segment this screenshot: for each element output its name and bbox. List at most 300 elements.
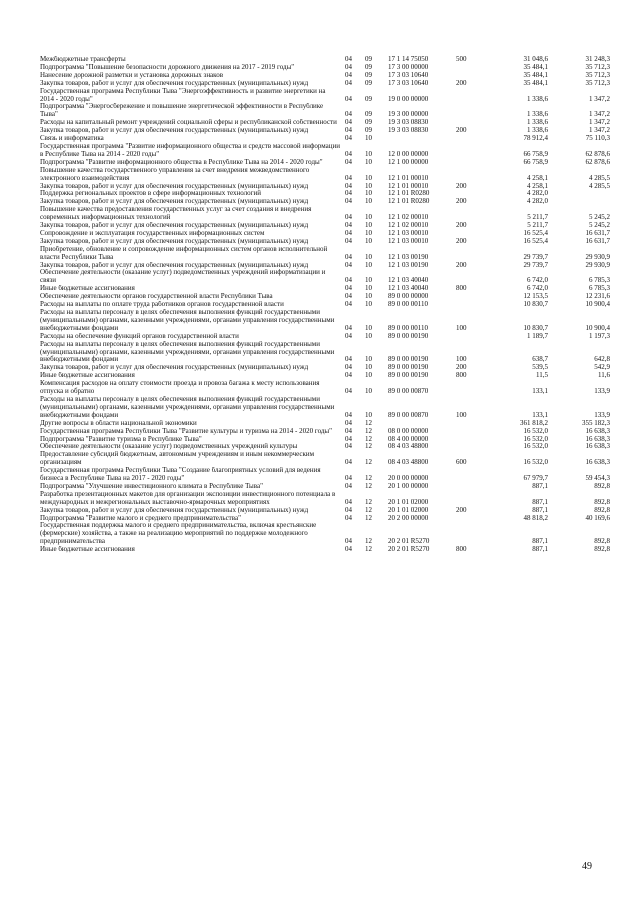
row-amount-year1: 6 742,0 <box>527 285 548 293</box>
row-name: Закупка товаров, работ и услуг для обеспечения государственных (муниципальных) нужд <box>40 237 309 245</box>
table-row <box>40 56 610 64</box>
row-target-article: 19 3 03 08830 <box>388 127 429 135</box>
row-section: 04 <box>345 537 352 546</box>
row-target-article: 12 1 02 00010 <box>388 222 429 230</box>
row-name: Закупка товаров, работ и услуг для обеспечения государственных (муниципальных) нужд <box>40 79 309 87</box>
row-expense-type <box>456 159 490 167</box>
row-section: 04 <box>345 427 352 435</box>
row-expense-type <box>456 436 490 444</box>
row-amount-year2: 5 245,2 <box>589 213 610 222</box>
row-amount-year1: 6 742,0 <box>527 276 548 285</box>
row-amount-year2: 1 347,2 <box>589 119 610 127</box>
row-amount-year2 <box>548 190 610 198</box>
row-target-article: 17 3 03 10640 <box>388 71 429 79</box>
table-row <box>40 436 610 444</box>
row-target-article: 12 1 03 40040 <box>388 285 429 293</box>
row-section: 04 <box>345 229 352 237</box>
row-amount-year1: 35 484,1 <box>523 71 548 79</box>
row-expense-type: 200 <box>456 127 467 135</box>
row-subsection: 10 <box>365 261 372 269</box>
row-name: Закупка товаров, работ и услуг для обеспечения государственных (муниципальных) нужд <box>40 506 309 514</box>
row-section: 04 <box>345 149 352 158</box>
row-section: 04 <box>345 458 352 467</box>
row-target-article: 89 0 00 00870 <box>388 387 429 396</box>
row-amount-year2: 10 900,4 <box>585 323 610 332</box>
row-subsection: 09 <box>365 110 372 119</box>
table-row <box>40 443 610 451</box>
table-row <box>40 88 610 104</box>
table-row <box>40 467 610 483</box>
table-row <box>40 159 610 167</box>
row-name: Закупка товаров, работ и услуг для обеспечения государственных (муниципальных) нужд <box>40 198 309 206</box>
row-section: 04 <box>345 127 352 135</box>
row-section: 04 <box>345 546 352 554</box>
row-target-article: 12 1 03 00190 <box>388 261 429 269</box>
table-row <box>40 262 610 270</box>
row-name: Расходы на капитальный ремонт учреждений социальной сферы и республиканской собственности <box>40 119 337 127</box>
table-row <box>40 546 610 554</box>
row-amount-year1: 10 830,7 <box>523 301 548 309</box>
row-name: Государственная программа Республики Тыва "Энергоэффективность и развитие энергетики на 2014 - 2020 годы" <box>40 87 326 103</box>
table-row <box>40 103 610 119</box>
row-target-article: 20 2 00 00000 <box>388 514 429 522</box>
row-subsection: 10 <box>365 301 372 309</box>
row-subsection: 12 <box>365 514 372 522</box>
row-target-article: 17 1 14 75050 <box>388 56 429 63</box>
row-amount-year2: 40 169,6 <box>585 514 610 522</box>
row-amount-year2: 1 347,2 <box>589 127 610 135</box>
row-target-article: 12 1 01 R0280 <box>388 198 430 206</box>
row-section: 04 <box>345 173 352 182</box>
row-amount-year1: 11,5 <box>536 372 548 380</box>
row-amount-year1: 1 338,6 <box>527 127 548 135</box>
row-section: 04 <box>345 182 352 190</box>
row-name: Иные бюджетные ассигнования <box>40 546 135 554</box>
row-amount-year1: 29 739,7 <box>523 261 548 269</box>
table-row <box>40 119 610 127</box>
row-name: Государственная поддержка малого и среднего предпринимательства, включая крестьянские (фермерские) хозяйства, а также на реализацию мероприятий по поддержке молодежного предпринимательства <box>40 522 317 546</box>
table-row <box>40 167 610 183</box>
row-expense-type <box>456 64 490 72</box>
row-name: Подпрограмма "Энергосбережение и повышение энергетической эффективности в Республике Тыва" <box>40 103 324 119</box>
table-row <box>40 127 610 135</box>
row-target-article: 89 0 00 00110 <box>388 323 428 332</box>
row-target-article: 12 1 01 R0280 <box>388 190 430 198</box>
row-section: 04 <box>345 119 352 127</box>
row-subsection: 10 <box>365 149 372 158</box>
row-amount-year1: 887,1 <box>532 546 548 554</box>
row-section: 04 <box>345 301 352 309</box>
row-target-article: 12 1 01 00010 <box>388 173 429 182</box>
page-number: 49 <box>582 861 592 872</box>
row-amount-year2: 31 248,3 <box>585 56 610 63</box>
row-amount-year2: 16 631,7 <box>585 229 610 237</box>
row-section: 04 <box>345 94 352 103</box>
row-expense-type <box>456 190 490 198</box>
row-section: 04 <box>345 293 352 301</box>
row-name: Поддержка региональных проектов в сфере информационных технологий <box>40 190 262 198</box>
row-name: Подпрограмма "Повышение безопасности дорожного движения на 2017 - 2019 годы" <box>40 63 295 71</box>
row-name: Межбюджетные трансферты <box>40 56 126 63</box>
row-expense-type <box>456 301 490 309</box>
row-amount-year2: 355 182,3 <box>582 419 610 427</box>
table-row <box>40 72 610 80</box>
row-name: Иные бюджетные ассигнования <box>40 372 135 380</box>
row-amount-year1: 4 258,1 <box>527 173 548 182</box>
row-subsection: 10 <box>365 410 372 419</box>
row-target-article: 89 0 00 00000 <box>388 293 429 301</box>
row-amount-year1: 887,1 <box>532 497 548 506</box>
row-subsection: 12 <box>365 537 372 546</box>
row-amount-year2: 62 878,6 <box>585 149 610 158</box>
row-amount-year1: 29 739,7 <box>523 252 548 261</box>
table-row <box>40 396 610 420</box>
row-target-article: 12 1 02 00010 <box>388 213 429 222</box>
row-subsection: 10 <box>365 229 372 237</box>
row-name: Закупка товаров, работ и услуг для обеспечения государственных (муниципальных) нужд <box>40 222 309 230</box>
row-section: 04 <box>345 252 352 261</box>
row-name: Закупка товаров, работ и услуг для обеспечения государственных (муниципальных) нужд <box>40 261 309 269</box>
table-row <box>40 372 610 380</box>
table-row <box>40 64 610 72</box>
row-name: Приобретение, обновление и сопровождение информационных систем органов исполнительной власти Республики Тыва <box>40 245 328 261</box>
row-subsection: 10 <box>365 252 372 261</box>
row-target-article: 12 1 03 00010 <box>388 237 429 245</box>
row-amount-year2: 542,9 <box>594 364 610 372</box>
row-expense-type <box>456 428 490 436</box>
row-amount-year2: 12 231,6 <box>585 293 610 301</box>
row-amount-year1: 35 484,1 <box>523 63 548 71</box>
row-expense-type: 200 <box>456 198 467 206</box>
row-amount-year1: 1 338,6 <box>527 110 548 119</box>
table-row <box>40 380 610 396</box>
row-target-article: 19 3 03 08830 <box>388 119 429 127</box>
table-row <box>40 301 610 309</box>
row-expense-type: 200 <box>456 261 467 269</box>
row-subsection: 09 <box>365 79 372 87</box>
row-expense-type: 800 <box>456 372 467 380</box>
row-name: Расходы на выплаты персоналу в целях обеспечения выполнения функций государственными (муниципальными) органами, казенными учреждениями, органами управления государственными внебюджетными фондами <box>40 309 335 332</box>
row-amount-year2: 16 631,7 <box>585 237 610 245</box>
row-amount-year1: 16 525,4 <box>523 237 548 245</box>
row-expense-type: 100 <box>456 323 467 332</box>
row-expense-type: 800 <box>456 285 467 293</box>
row-subsection: 10 <box>365 276 372 285</box>
row-expense-type <box>456 483 490 491</box>
row-target-article: 89 0 00 00870 <box>388 410 429 419</box>
budget-table <box>40 56 610 554</box>
row-amount-year1: 48 818,2 <box>523 514 548 522</box>
row-name: Обеспечение деятельности (оказание услуг) подведомственных учреждений культуры <box>40 443 298 451</box>
row-subsection: 10 <box>365 198 372 206</box>
row-amount-year1: 16 532,0 <box>523 435 548 443</box>
row-name: Разработка презентационных макетов для организации экспозиции инвестиционного потенциала в международных и межрегиональных выставочно-ярмарочных мероприятиях <box>40 490 336 506</box>
row-amount-year1: 4 282,0 <box>527 190 548 198</box>
row-amount-year2: 1 197,3 <box>589 332 610 340</box>
row-name: Государственная программа "Развитие информационного общества и средств массовой информации в Республике Тыва на 2014 - 2020 годы" <box>40 142 340 158</box>
row-target-article: 12 1 01 00010 <box>388 182 429 190</box>
row-name: Повышение качества государственного управления за счет внедрения межведомственного электронного взаимодействия <box>40 166 310 182</box>
table-row <box>40 309 610 333</box>
row-section: 04 <box>345 332 352 340</box>
row-target-article: 19 0 00 00000 <box>388 94 429 103</box>
table-row <box>40 198 610 206</box>
row-target-article: 08 4 03 48800 <box>388 443 429 451</box>
row-amount-year1: 16 532,0 <box>523 443 548 451</box>
row-target-article: 12 1 03 00190 <box>388 252 429 261</box>
row-amount-year1: 12 153,5 <box>523 293 548 301</box>
row-subsection: 10 <box>365 237 372 245</box>
row-amount-year2: 892,8 <box>594 506 610 514</box>
row-expense-type: 200 <box>456 182 467 190</box>
row-subsection: 12 <box>365 458 372 467</box>
row-name: Связь и информатика <box>40 135 104 143</box>
row-expense-type: 200 <box>456 237 467 245</box>
row-section: 04 <box>345 158 352 166</box>
table-row <box>40 238 610 246</box>
row-name: Обеспечение деятельности (оказание услуг) подведомственных учреждений информатизации и связи <box>40 269 326 285</box>
row-amount-year1: 1 338,6 <box>527 119 548 127</box>
row-section: 04 <box>345 506 352 514</box>
row-expense-type: 500 <box>456 56 467 63</box>
row-expense-type: 200 <box>456 222 467 230</box>
row-amount-year2: 6 785,3 <box>589 276 610 285</box>
row-expense-type <box>456 515 490 523</box>
table-row <box>40 222 610 230</box>
row-section: 04 <box>345 237 352 245</box>
row-subsection: 10 <box>365 135 372 143</box>
row-amount-year1: 361 818,2 <box>520 419 548 427</box>
table-row <box>40 206 610 222</box>
row-section: 04 <box>345 110 352 119</box>
row-amount-year2: 642,8 <box>594 355 610 364</box>
row-subsection: 09 <box>365 119 372 127</box>
row-amount-year2: 4 285,5 <box>589 173 610 182</box>
row-subsection: 09 <box>365 63 372 71</box>
row-amount-year1: 10 830,7 <box>523 323 548 332</box>
row-section: 04 <box>345 276 352 285</box>
row-amount-year2: 59 454,3 <box>585 474 610 483</box>
row-amount-year1: 133,1 <box>532 387 548 396</box>
row-name: Обеспечение деятельности органов государственной власти Республики Тыва <box>40 293 273 301</box>
row-amount-year1: 5 211,7 <box>527 222 548 230</box>
row-amount-year2: 16 638,3 <box>585 435 610 443</box>
row-subsection: 10 <box>365 364 372 372</box>
row-subsection: 12 <box>365 497 372 506</box>
table-row <box>40 428 610 436</box>
row-name: Иные бюджетные ассигнования <box>40 285 135 293</box>
row-subsection: 09 <box>365 94 372 103</box>
row-subsection: 10 <box>365 173 372 182</box>
row-amount-year1: 78 912,4 <box>523 135 548 143</box>
row-section: 04 <box>345 285 352 293</box>
row-name: Подпрограмма "Улучшение инвестиционного климата в Республике Тыва" <box>40 482 263 490</box>
row-expense-type: 100 <box>456 410 467 419</box>
row-section: 04 <box>345 474 352 483</box>
row-amount-year2: 29 930,9 <box>585 261 610 269</box>
table-row <box>40 190 610 198</box>
row-section: 04 <box>345 56 352 63</box>
row-subsection: 10 <box>365 332 372 340</box>
row-amount-year2: 892,8 <box>594 497 610 506</box>
row-amount-year1: 31 048,6 <box>523 56 548 63</box>
row-subsection: 10 <box>365 372 372 380</box>
row-section: 04 <box>345 419 352 427</box>
row-amount-year1: 4 282,0 <box>527 198 548 206</box>
row-amount-year2: 35 712,3 <box>585 63 610 71</box>
table-row <box>40 364 610 372</box>
table-row <box>40 269 610 285</box>
row-section: 04 <box>345 482 352 490</box>
row-section: 04 <box>345 198 352 206</box>
row-amount-year1: 16 532,0 <box>523 458 548 467</box>
table-row <box>40 230 610 238</box>
row-amount-year2: 133,9 <box>594 410 610 419</box>
table-row <box>40 451 610 467</box>
row-expense-type: 200 <box>456 79 467 87</box>
table-row <box>40 293 610 301</box>
budget-rows <box>40 56 610 554</box>
row-name: Государственная программа Республики Тыва "Создание благоприятных условий для ведения бизнеса в Республике Тыва на 2017 - 2020 годы" <box>40 467 321 483</box>
row-expense-type: 800 <box>456 546 467 554</box>
row-subsection: 09 <box>365 56 372 63</box>
row-subsection: 09 <box>365 71 372 79</box>
row-amount-year2: 35 712,3 <box>585 71 610 79</box>
row-name: Подпрограмма "Развитие информационного общества в Республике Тыва на 2014 - 2020 годы" <box>40 158 323 166</box>
row-subsection: 12 <box>365 546 372 554</box>
row-target-article: 20 2 01 R5270 <box>388 546 430 554</box>
row-subsection: 10 <box>365 285 372 293</box>
row-name: Расходы на выплаты по оплате труда работников органов государственной власти <box>40 301 284 309</box>
row-subsection: 10 <box>365 213 372 222</box>
table-row <box>40 491 610 507</box>
row-amount-year1: 1 189,7 <box>527 332 548 340</box>
row-name: Подпрограмма "Развитие туризма в Республике Тыва" <box>40 435 202 443</box>
row-target-article: 89 0 00 00190 <box>388 355 429 364</box>
row-subsection: 12 <box>365 427 372 435</box>
row-amount-year1: 66 758,9 <box>523 149 548 158</box>
row-name: Нанесение дорожной разметки и установка дорожных знаков <box>40 71 224 79</box>
row-section: 04 <box>345 435 352 443</box>
row-target-article: 20 1 01 02000 <box>388 506 429 514</box>
row-subsection: 12 <box>365 474 372 483</box>
table-row <box>40 341 610 365</box>
row-expense-type: 200 <box>456 506 467 514</box>
table-row <box>40 285 610 293</box>
row-amount-year1: 66 758,9 <box>523 158 548 166</box>
table-row <box>40 522 610 546</box>
row-target-article: 08 4 03 48800 <box>388 458 429 467</box>
row-expense-type <box>456 269 490 285</box>
row-amount-year1: 638,7 <box>532 355 548 364</box>
row-amount-year2 <box>548 198 610 206</box>
row-expense-type <box>456 293 490 301</box>
row-section: 04 <box>345 135 352 143</box>
row-expense-type <box>456 72 490 80</box>
row-subsection: 09 <box>365 127 372 135</box>
row-expense-type <box>456 491 490 507</box>
row-expense-type <box>456 167 490 183</box>
row-name: Расходы на выплаты персоналу в целях обеспечения выполнения функций государственными (муниципальными) органами, казенными учреждениями, органами управления государственными внебюджетными фондами <box>40 340 335 364</box>
row-target-article <box>388 420 456 428</box>
row-amount-year2: 1 347,2 <box>589 94 610 103</box>
row-amount-year1: 4 258,1 <box>527 182 548 190</box>
row-section: 04 <box>345 71 352 79</box>
table-row <box>40 183 610 191</box>
row-amount-year2: 75 110,3 <box>585 135 610 143</box>
row-target-article: 20 1 00 00000 <box>388 482 429 490</box>
row-amount-year1: 16 525,4 <box>523 229 548 237</box>
row-subsection: 10 <box>365 323 372 332</box>
row-name: Закупка товаров, работ и услуг для обеспечения государственных (муниципальных) нужд <box>40 182 309 190</box>
row-target-article: 12 1 03 40040 <box>388 276 429 285</box>
row-amount-year2: 6 785,3 <box>589 285 610 293</box>
row-amount-year1: 887,1 <box>532 537 548 546</box>
row-target-article: 20 1 01 02000 <box>388 497 429 506</box>
row-amount-year1: 35 484,1 <box>523 79 548 87</box>
table-row <box>40 80 610 88</box>
row-amount-year2: 29 930,9 <box>585 252 610 261</box>
row-amount-year2: 5 245,2 <box>589 222 610 230</box>
row-expense-type <box>456 206 490 222</box>
row-expense-type: 600 <box>456 458 467 467</box>
row-subsection: 10 <box>365 158 372 166</box>
row-amount-year1: 67 979,7 <box>523 474 548 483</box>
row-expense-type <box>456 143 490 159</box>
row-target-article: 89 0 00 00190 <box>388 332 429 340</box>
row-subsection: 12 <box>365 482 372 490</box>
row-section: 04 <box>345 222 352 230</box>
table-row <box>40 333 610 341</box>
row-section: 04 <box>345 355 352 364</box>
row-target-article: 89 0 00 00110 <box>388 301 428 309</box>
table-row <box>40 135 610 143</box>
row-section: 04 <box>345 323 352 332</box>
row-expense-type <box>456 467 490 483</box>
row-name: Расходы на выплаты персоналу в целях обеспечения выполнения функций государственными (муниципальными) органами, казенными учреждениями, органами управления государственными внебюджетными фондами <box>40 395 335 419</box>
table-row <box>40 515 610 523</box>
row-subsection: 10 <box>365 222 372 230</box>
row-target-article <box>388 135 456 143</box>
row-target-article: 08 4 00 00000 <box>388 435 429 443</box>
table-row <box>40 143 610 159</box>
table-row <box>40 483 610 491</box>
table-row <box>40 507 610 515</box>
row-expense-type <box>456 88 490 104</box>
row-amount-year1: 887,1 <box>532 482 548 490</box>
row-target-article: 20 2 01 R5270 <box>388 537 430 546</box>
row-target-article: 89 0 00 00190 <box>388 364 429 372</box>
row-amount-year2: 892,8 <box>594 537 610 546</box>
row-subsection: 12 <box>365 443 372 451</box>
table-row <box>40 420 610 428</box>
row-amount-year2: 892,8 <box>594 482 610 490</box>
row-target-article: 17 3 00 00000 <box>388 63 429 71</box>
row-section: 04 <box>345 79 352 87</box>
row-section: 04 <box>345 443 352 451</box>
row-name: Повышение качества предоставления государственных услуг за счет создания и внедрения современных информационных технологий <box>40 206 312 222</box>
row-amount-year2: 11,6 <box>598 372 610 380</box>
row-amount-year2: 10 900,4 <box>585 301 610 309</box>
row-expense-type <box>456 333 490 341</box>
table-row <box>40 246 610 262</box>
row-subsection: 10 <box>365 182 372 190</box>
row-section: 04 <box>345 372 352 380</box>
row-expense-type: 100 <box>456 355 467 364</box>
row-target-article: 12 0 00 00000 <box>388 149 429 158</box>
row-expense-type <box>456 420 490 428</box>
row-expense-type <box>456 135 490 143</box>
